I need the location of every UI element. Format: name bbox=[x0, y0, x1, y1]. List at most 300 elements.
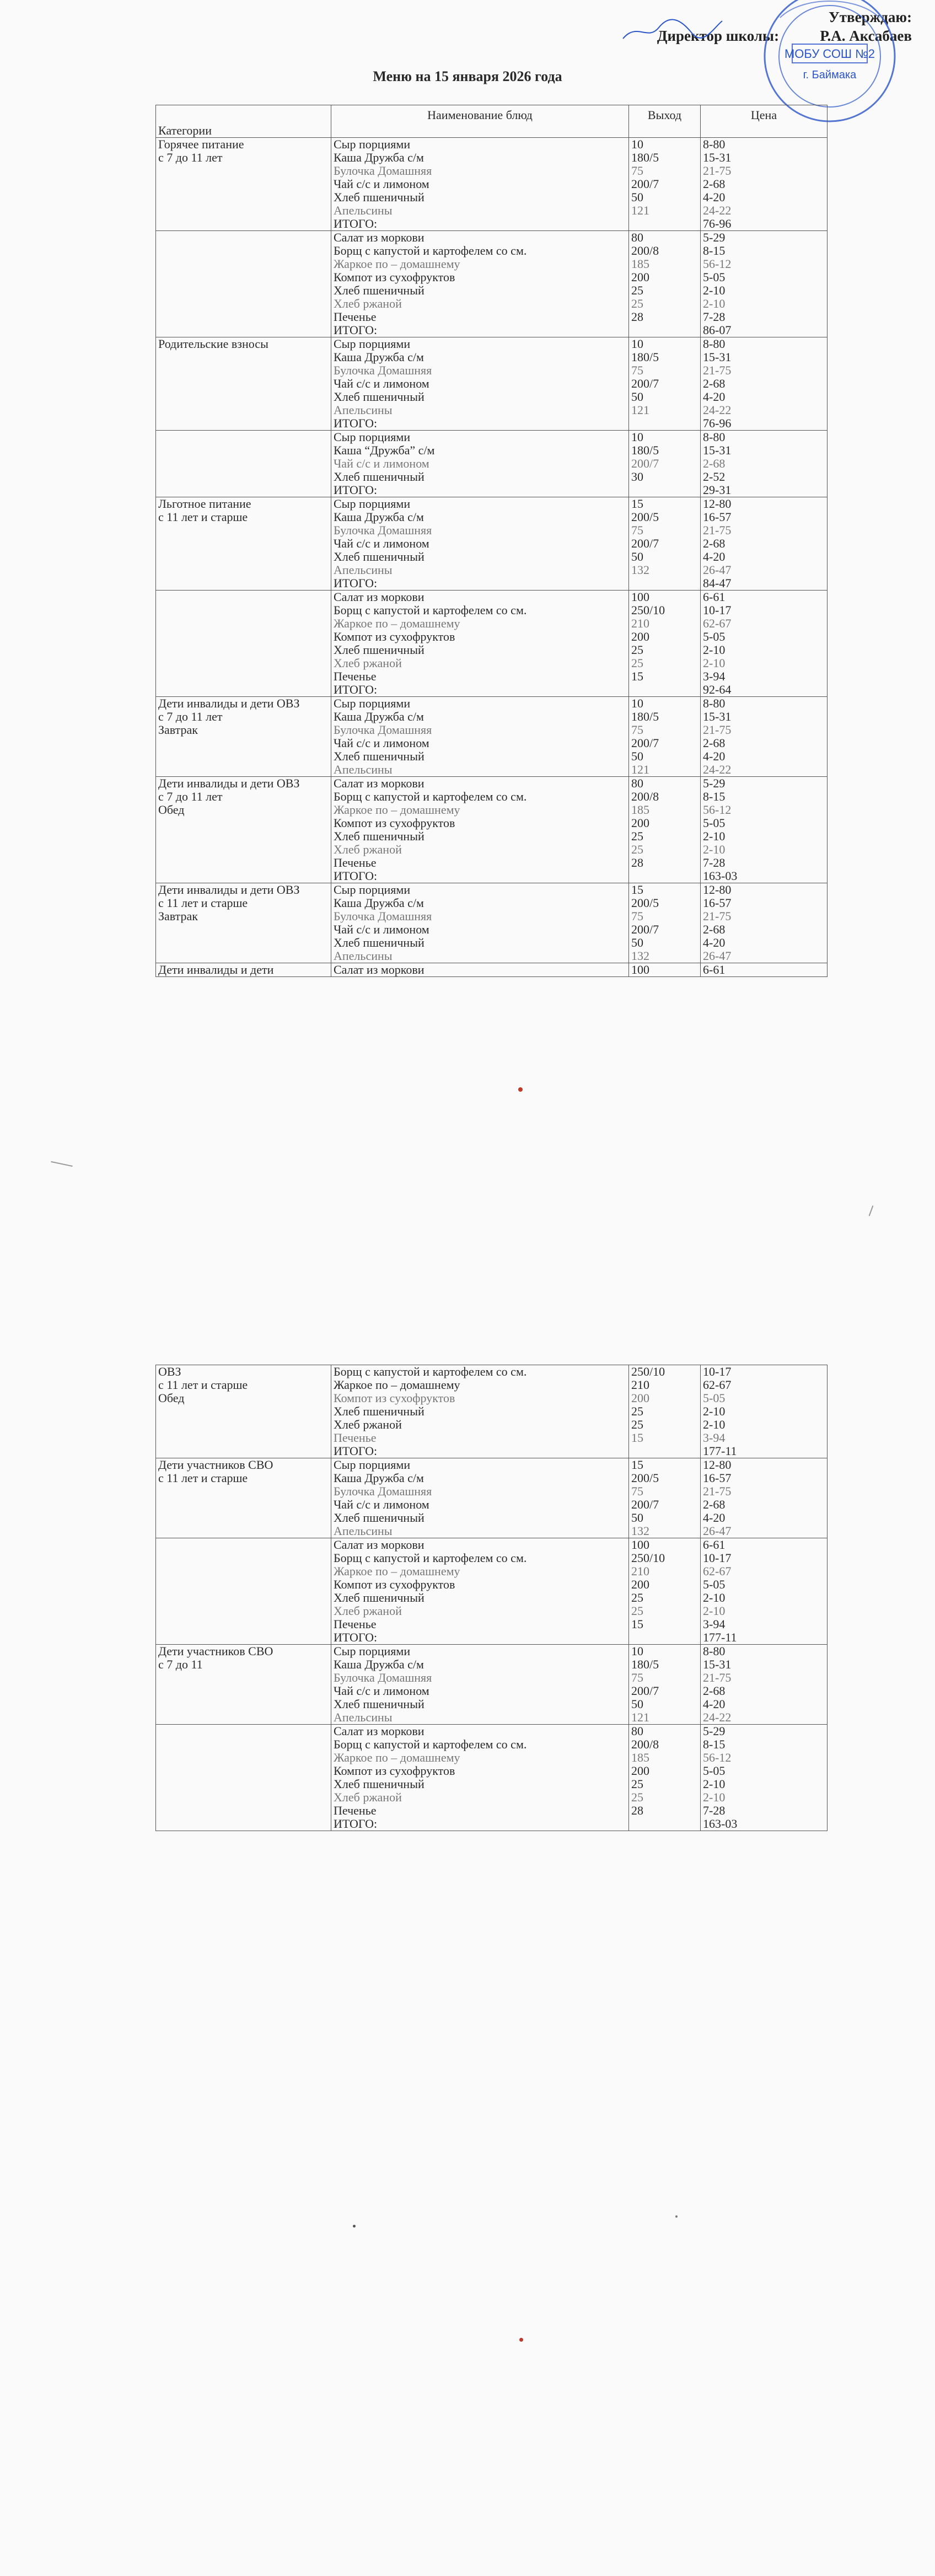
table-row bbox=[156, 1645, 827, 1725]
dish-line: Чай с/с и лимоном bbox=[334, 178, 429, 191]
output-line bbox=[631, 217, 698, 230]
output-cell bbox=[629, 431, 701, 497]
dish-line: Булочка Домашняя bbox=[334, 910, 432, 923]
dish-line: Каша Дружба с/м bbox=[334, 897, 424, 910]
category-line: с 11 лет и старше bbox=[158, 897, 248, 910]
price-line: 2-68 bbox=[703, 1684, 726, 1698]
category-line: с 7 до 11 bbox=[158, 1658, 203, 1671]
price-cell bbox=[701, 231, 827, 337]
price-cell bbox=[701, 591, 827, 697]
output-line: 28 bbox=[631, 310, 643, 324]
table-row bbox=[156, 138, 827, 231]
category-cell bbox=[156, 963, 331, 977]
price-line: 7-28 bbox=[703, 1804, 726, 1817]
output-cell bbox=[629, 1365, 701, 1458]
output-line bbox=[631, 484, 698, 497]
category-line: Обед bbox=[158, 803, 185, 817]
output-line: 180/5 bbox=[631, 151, 659, 164]
category-cell bbox=[156, 1538, 331, 1645]
price-line: 5-05 bbox=[703, 1578, 726, 1591]
dish-cell bbox=[331, 697, 629, 777]
price-line: 5-29 bbox=[703, 777, 726, 790]
price-line: 15-31 bbox=[703, 351, 732, 364]
price-cell bbox=[701, 1538, 827, 1645]
dish-line: Хлеб пшеничный bbox=[334, 470, 424, 484]
dish-line: Булочка Домашняя bbox=[334, 364, 432, 377]
dish-line: Чай с/с и лимоном bbox=[334, 377, 429, 390]
output-line: 25 bbox=[631, 1591, 643, 1604]
price-line: 10-17 bbox=[703, 1552, 732, 1565]
output-line: 25 bbox=[631, 1604, 643, 1618]
output-line: 200 bbox=[631, 630, 649, 643]
stamp-line1: МОБУ СОШ №2 bbox=[784, 47, 875, 61]
dish-line: Жаркое по – домашнему bbox=[334, 257, 460, 271]
dish-line: Сыр порциями bbox=[334, 138, 411, 151]
output-line bbox=[631, 417, 698, 430]
dish-line: Жаркое по – домашнему bbox=[334, 1565, 460, 1578]
header-price: Цена bbox=[701, 105, 827, 138]
output-line bbox=[631, 1631, 698, 1644]
price-line: 6-61 bbox=[703, 1538, 726, 1552]
output-line: 200/7 bbox=[631, 737, 659, 750]
output-line: 15 bbox=[631, 497, 643, 511]
output-line: 25 bbox=[631, 1405, 643, 1418]
dish-line: Булочка Домашняя bbox=[334, 524, 432, 537]
dish-line: ИТОГО: bbox=[334, 417, 378, 430]
price-line: 2-10 bbox=[703, 1791, 726, 1804]
price-line: 177-11 bbox=[703, 1631, 737, 1644]
output-line: 15 bbox=[631, 1431, 643, 1445]
output-line: 50 bbox=[631, 550, 643, 564]
price-line: 86-07 bbox=[703, 324, 732, 337]
price-line: 29-31 bbox=[703, 484, 732, 497]
output-line: 200/5 bbox=[631, 511, 659, 524]
table-row bbox=[156, 431, 827, 497]
dish-line: ИТОГО: bbox=[334, 484, 378, 497]
price-line: 15-31 bbox=[703, 444, 732, 457]
director-name: Р.А. Аксабаев bbox=[820, 28, 912, 44]
output-line: 210 bbox=[631, 1378, 649, 1392]
page-title: Меню на 15 января 2026 года bbox=[373, 68, 562, 84]
dish-line: Булочка Домашняя bbox=[334, 723, 432, 737]
header-dish: Наименование блюд bbox=[331, 105, 629, 138]
dish-line: Хлеб пшеничный bbox=[334, 936, 424, 949]
price-line: 10-17 bbox=[703, 1365, 732, 1378]
category-line: Родительские взносы bbox=[158, 337, 268, 351]
dish-cell bbox=[331, 1458, 629, 1538]
category-line: Дети инвалиды и дети ОВЗ bbox=[158, 777, 300, 790]
price-line: 4-20 bbox=[703, 1511, 726, 1525]
output-line: 200 bbox=[631, 1764, 649, 1778]
price-line: 5-05 bbox=[703, 817, 726, 830]
price-line: 5-29 bbox=[703, 231, 726, 244]
output-line: 185 bbox=[631, 803, 649, 817]
category-line: с 7 до 11 лет bbox=[158, 151, 223, 164]
dish-line: Компот из сухофруктов bbox=[334, 1392, 455, 1405]
category-cell bbox=[156, 697, 331, 777]
price-line: 21-75 bbox=[703, 1671, 732, 1684]
output-line: 75 bbox=[631, 1671, 643, 1684]
price-line: 4-20 bbox=[703, 550, 726, 564]
output-line: 200/8 bbox=[631, 790, 659, 803]
dish-line: Каша Дружба с/м bbox=[334, 151, 424, 164]
scan-dot bbox=[519, 2338, 523, 2342]
output-line: 25 bbox=[631, 284, 643, 297]
dish-line: Сыр порциями bbox=[334, 431, 411, 444]
output-line: 121 bbox=[631, 763, 649, 776]
dish-line: Печенье bbox=[334, 310, 377, 324]
output-cell bbox=[629, 883, 701, 963]
category-cell bbox=[156, 1645, 331, 1725]
price-line: 26-47 bbox=[703, 1525, 732, 1538]
price-line: 7-28 bbox=[703, 310, 726, 324]
output-line: 132 bbox=[631, 564, 649, 577]
category-line: Дети инвалиды и дети bbox=[158, 963, 274, 976]
dish-line: Борщ с капустой и картофелем со см. bbox=[334, 1365, 527, 1378]
dish-line: Компот из сухофруктов bbox=[334, 1578, 455, 1591]
output-line: 15 bbox=[631, 670, 643, 683]
price-line: 8-15 bbox=[703, 790, 726, 803]
category-line: Дети участников СВО bbox=[158, 1458, 273, 1472]
output-line: 200/7 bbox=[631, 1684, 659, 1698]
price-line: 8-80 bbox=[703, 1645, 726, 1658]
output-line: 132 bbox=[631, 949, 649, 963]
output-line: 25 bbox=[631, 830, 643, 843]
output-line bbox=[631, 1817, 698, 1831]
output-line: 180/5 bbox=[631, 710, 659, 723]
category-line: Дети инвалиды и дети ОВЗ bbox=[158, 883, 300, 897]
price-line: 2-10 bbox=[703, 843, 726, 856]
output-line: 25 bbox=[631, 843, 643, 856]
table-header-row bbox=[156, 105, 827, 138]
output-line: 200 bbox=[631, 817, 649, 830]
price-line: 24-22 bbox=[703, 1711, 732, 1724]
dish-line: Каша Дружба с/м bbox=[334, 511, 424, 524]
price-line: 21-75 bbox=[703, 364, 732, 377]
dish-line: Апельсины bbox=[334, 404, 393, 417]
output-line: 10 bbox=[631, 337, 643, 351]
dish-cell bbox=[331, 337, 629, 431]
dish-line: Булочка Домашняя bbox=[334, 1671, 432, 1684]
output-line: 15 bbox=[631, 1618, 643, 1631]
output-line bbox=[631, 324, 698, 337]
price-line: 16-57 bbox=[703, 511, 732, 524]
price-line: 4-20 bbox=[703, 390, 726, 404]
category-line: Дети участников СВО bbox=[158, 1645, 273, 1658]
output-line: 210 bbox=[631, 1565, 649, 1578]
price-line: 21-75 bbox=[703, 164, 732, 178]
dish-line: Сыр порциями bbox=[334, 1645, 411, 1658]
price-line: 3-94 bbox=[703, 670, 726, 683]
output-line: 210 bbox=[631, 617, 649, 630]
output-line: 185 bbox=[631, 1751, 649, 1764]
price-line: 10-17 bbox=[703, 604, 732, 617]
dish-line: Салат из моркови bbox=[334, 777, 424, 790]
output-line: 200/8 bbox=[631, 1738, 659, 1751]
dish-cell bbox=[331, 1538, 629, 1645]
dish-line: Хлеб ржаной bbox=[334, 657, 402, 670]
output-line: 30 bbox=[631, 470, 643, 484]
dish-cell bbox=[331, 963, 629, 977]
price-line: 24-22 bbox=[703, 404, 732, 417]
price-line: 6-61 bbox=[703, 591, 726, 604]
output-line: 80 bbox=[631, 777, 643, 790]
output-cell bbox=[629, 777, 701, 883]
table-row bbox=[156, 1365, 827, 1458]
dish-line: Компот из сухофруктов bbox=[334, 271, 455, 284]
dish-line: ИТОГО: bbox=[334, 1445, 378, 1458]
dish-cell bbox=[331, 777, 629, 883]
dish-cell bbox=[331, 231, 629, 337]
dish-line: Апельсины bbox=[334, 1525, 393, 1538]
dish-line: Булочка Домашняя bbox=[334, 1485, 432, 1498]
dish-line: Жаркое по – домашнему bbox=[334, 803, 460, 817]
price-line: 6-61 bbox=[703, 963, 726, 976]
output-line: 100 bbox=[631, 591, 649, 604]
output-line: 50 bbox=[631, 1698, 643, 1711]
price-line: 2-10 bbox=[703, 1405, 726, 1418]
table-row bbox=[156, 777, 827, 883]
category-line: Завтрак bbox=[158, 723, 198, 737]
output-line: 80 bbox=[631, 1725, 643, 1738]
dish-line: Апельсины bbox=[334, 564, 393, 577]
output-line: 50 bbox=[631, 1511, 643, 1525]
dish-line: Чай с/с и лимоном bbox=[334, 457, 429, 470]
dish-line: Борщ с капустой и картофелем со см. bbox=[334, 244, 527, 257]
output-line: 250/10 bbox=[631, 1365, 665, 1378]
category-line: Горячее питание bbox=[158, 138, 244, 151]
output-line: 75 bbox=[631, 723, 643, 737]
output-line: 180/5 bbox=[631, 1658, 659, 1671]
dish-line: Хлеб ржаной bbox=[334, 1604, 402, 1618]
price-line: 16-57 bbox=[703, 1472, 732, 1485]
dish-line: ИТОГО: bbox=[334, 870, 378, 883]
dish-line: Хлеб пшеничный bbox=[334, 643, 424, 657]
price-line: 2-68 bbox=[703, 923, 726, 936]
table-row bbox=[156, 697, 827, 777]
dish-line: ИТОГО: bbox=[334, 577, 378, 590]
output-line: 25 bbox=[631, 1791, 643, 1804]
price-line: 7-28 bbox=[703, 856, 726, 870]
price-line: 15-31 bbox=[703, 710, 732, 723]
price-line: 177-11 bbox=[703, 1445, 737, 1458]
dish-line: Сыр порциями bbox=[334, 883, 411, 897]
output-line: 200 bbox=[631, 1392, 649, 1405]
dish-line: Жаркое по – домашнему bbox=[334, 617, 460, 630]
dish-line: Чай с/с и лимоном bbox=[334, 537, 429, 550]
output-line: 28 bbox=[631, 1804, 643, 1817]
price-line: 15-31 bbox=[703, 1658, 732, 1671]
output-cell bbox=[629, 1458, 701, 1538]
scan-dot bbox=[353, 2225, 356, 2228]
price-cell bbox=[701, 337, 827, 431]
output-cell bbox=[629, 963, 701, 977]
price-line: 12-80 bbox=[703, 1458, 732, 1472]
price-line: 16-57 bbox=[703, 897, 732, 910]
price-line: 26-47 bbox=[703, 949, 732, 963]
price-line: 2-10 bbox=[703, 284, 726, 297]
price-line: 92-64 bbox=[703, 683, 732, 696]
price-line: 8-80 bbox=[703, 138, 726, 151]
dish-line: Салат из моркови bbox=[334, 231, 424, 244]
output-line: 50 bbox=[631, 191, 643, 204]
price-cell bbox=[701, 963, 827, 977]
price-line: 12-80 bbox=[703, 497, 732, 511]
dish-line: Печенье bbox=[334, 670, 377, 683]
dish-cell bbox=[331, 591, 629, 697]
output-line: 200/5 bbox=[631, 897, 659, 910]
category-line: Обед bbox=[158, 1392, 185, 1405]
price-line: 62-67 bbox=[703, 1565, 732, 1578]
dish-line: Хлеб пшеничный bbox=[334, 1698, 424, 1711]
header-category: Категории bbox=[156, 105, 331, 138]
output-line: 200/5 bbox=[631, 1472, 659, 1485]
dish-cell bbox=[331, 138, 629, 231]
price-line: 4-20 bbox=[703, 936, 726, 949]
category-cell bbox=[156, 591, 331, 697]
dish-line: Печенье bbox=[334, 1804, 377, 1817]
output-cell bbox=[629, 1725, 701, 1831]
dish-line: Хлеб ржаной bbox=[334, 843, 402, 856]
dish-line: Хлеб пшеничный bbox=[334, 1405, 424, 1418]
price-line: 2-10 bbox=[703, 1591, 726, 1604]
dish-line: Каша Дружба с/м bbox=[334, 1658, 424, 1671]
output-line: 200/7 bbox=[631, 377, 659, 390]
price-line: 2-10 bbox=[703, 297, 726, 310]
dish-line: Апельсины bbox=[334, 1711, 393, 1724]
output-line: 200/7 bbox=[631, 537, 659, 550]
price-cell bbox=[701, 1458, 827, 1538]
dish-line: Борщ с капустой и картофелем со см. bbox=[334, 1552, 527, 1565]
dish-line: Сыр порциями bbox=[334, 1458, 411, 1472]
table-row bbox=[156, 1538, 827, 1645]
scan-dot bbox=[675, 2215, 678, 2218]
dish-line: Хлеб пшеничный bbox=[334, 284, 424, 297]
table-row bbox=[156, 231, 827, 337]
dish-line: Борщ с капустой и картофелем со см. bbox=[334, 790, 527, 803]
output-line: 10 bbox=[631, 697, 643, 710]
price-cell bbox=[701, 777, 827, 883]
dish-line: Борщ с капустой и картофелем со см. bbox=[334, 604, 527, 617]
price-line: 4-20 bbox=[703, 191, 726, 204]
category-line: Завтрак bbox=[158, 910, 198, 923]
price-line: 163-03 bbox=[703, 870, 738, 883]
director-label: Директор школы: bbox=[657, 28, 780, 44]
output-cell bbox=[629, 697, 701, 777]
table-row bbox=[156, 1725, 827, 1831]
price-cell bbox=[701, 1725, 827, 1831]
category-line: с 11 лет и старше bbox=[158, 1472, 248, 1485]
dish-line: Салат из моркови bbox=[334, 1538, 424, 1552]
dish-line: Хлеб пшеничный bbox=[334, 1778, 424, 1791]
dish-cell bbox=[331, 1645, 629, 1725]
dish-line: Хлеб пшеничный bbox=[334, 1511, 424, 1525]
dish-line: Чай с/с и лимоном bbox=[334, 1498, 429, 1511]
price-line: 24-22 bbox=[703, 204, 732, 217]
scan-dot bbox=[518, 1087, 523, 1092]
dish-line: Печенье bbox=[334, 1431, 377, 1445]
dish-line: Жаркое по – домашнему bbox=[334, 1751, 460, 1764]
dish-line: Жаркое по – домашнему bbox=[334, 1378, 460, 1392]
dish-line: Сыр порциями bbox=[334, 497, 411, 511]
category-cell bbox=[156, 431, 331, 497]
output-line: 50 bbox=[631, 750, 643, 763]
output-line: 75 bbox=[631, 910, 643, 923]
dish-line: Чай с/с и лимоном bbox=[334, 737, 429, 750]
category-line: с 11 лет и старше bbox=[158, 511, 248, 524]
output-line: 75 bbox=[631, 524, 643, 537]
price-line: 76-96 bbox=[703, 417, 732, 430]
dish-line: Хлеб пшеничный bbox=[334, 830, 424, 843]
price-line: 12-80 bbox=[703, 883, 732, 897]
category-line: Льготное питание bbox=[158, 497, 251, 511]
price-line: 24-22 bbox=[703, 763, 732, 776]
output-line: 15 bbox=[631, 883, 643, 897]
signature bbox=[620, 17, 725, 44]
price-line: 8-80 bbox=[703, 431, 726, 444]
dish-line: Сыр порциями bbox=[334, 697, 411, 710]
price-cell bbox=[701, 497, 827, 591]
price-cell bbox=[701, 697, 827, 777]
category-cell bbox=[156, 231, 331, 337]
output-line: 121 bbox=[631, 204, 649, 217]
output-line: 25 bbox=[631, 643, 643, 657]
output-line: 185 bbox=[631, 257, 649, 271]
dish-line: Хлеб ржаной bbox=[334, 297, 402, 310]
price-cell bbox=[701, 138, 827, 231]
category-cell bbox=[156, 1458, 331, 1538]
category-cell bbox=[156, 497, 331, 591]
output-line: 121 bbox=[631, 1711, 649, 1724]
output-line: 250/10 bbox=[631, 604, 665, 617]
price-line: 163-03 bbox=[703, 1817, 738, 1831]
price-line: 21-75 bbox=[703, 1485, 732, 1498]
dish-line: Чай с/с и лимоном bbox=[334, 1684, 429, 1698]
table-row bbox=[156, 591, 827, 697]
table-row bbox=[156, 963, 827, 977]
dish-line: ИТОГО: bbox=[334, 324, 378, 337]
output-line: 200/7 bbox=[631, 457, 659, 470]
output-line: 75 bbox=[631, 364, 643, 377]
output-cell bbox=[629, 337, 701, 431]
price-line: 21-75 bbox=[703, 524, 732, 537]
dish-line: Булочка Домашняя bbox=[334, 164, 432, 178]
dish-line: Хлеб пшеничный bbox=[334, 390, 424, 404]
price-line: 2-10 bbox=[703, 830, 726, 843]
table-row bbox=[156, 1458, 827, 1538]
output-line: 180/5 bbox=[631, 351, 659, 364]
dish-line: ИТОГО: bbox=[334, 1817, 378, 1831]
dish-line: Компот из сухофруктов bbox=[334, 817, 455, 830]
price-line: 56-12 bbox=[703, 257, 732, 271]
output-cell bbox=[629, 138, 701, 231]
price-cell bbox=[701, 883, 827, 963]
dish-line: Компот из сухофруктов bbox=[334, 1764, 455, 1778]
price-line: 2-68 bbox=[703, 1498, 726, 1511]
output-line: 25 bbox=[631, 657, 643, 670]
dish-line: Борщ с капустой и картофелем со см. bbox=[334, 1738, 527, 1751]
price-cell bbox=[701, 1645, 827, 1725]
category-line: ОВЗ bbox=[158, 1365, 181, 1378]
price-line: 8-15 bbox=[703, 1738, 726, 1751]
dish-line: Компот из сухофруктов bbox=[334, 630, 455, 643]
dish-line: ИТОГО: bbox=[334, 217, 378, 230]
price-line: 76-96 bbox=[703, 217, 732, 230]
category-line: с 7 до 11 лет bbox=[158, 710, 223, 723]
output-line: 50 bbox=[631, 936, 643, 949]
price-line: 5-29 bbox=[703, 1725, 726, 1738]
approve-label: Утверждаю: bbox=[828, 9, 912, 25]
